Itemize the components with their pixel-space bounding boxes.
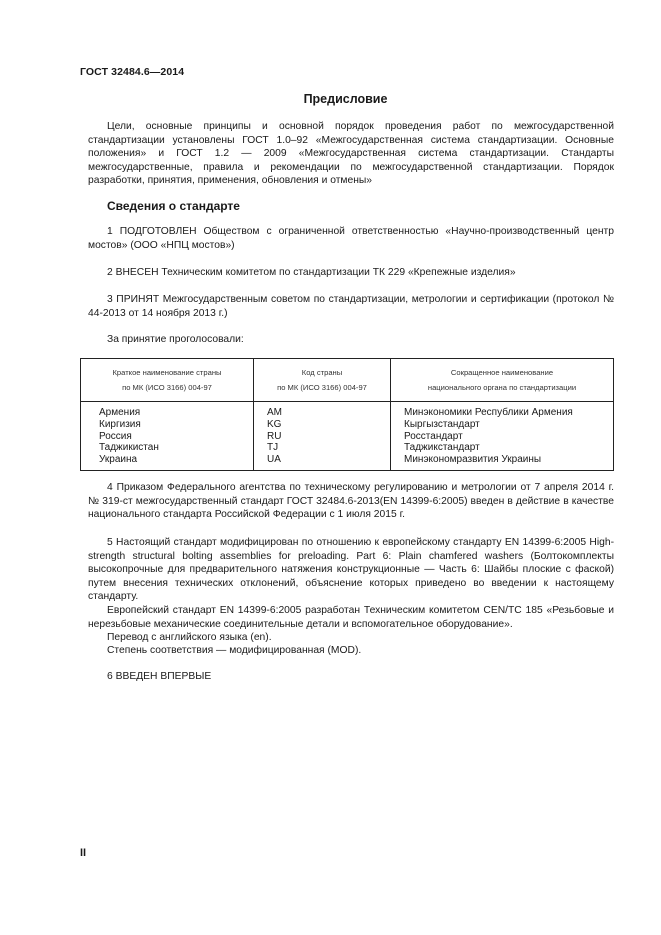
header-code-line-1: Код страны: [301, 368, 343, 377]
country-code: KG: [267, 418, 282, 430]
country-name: Россия: [99, 430, 132, 442]
country-code: UA: [267, 454, 281, 466]
info-item-5-european: Европейский стандарт EN 14399-6:2005 разработан Техническим комитетом CEN/TC 185 «Резьбовые и нерезьбовые механические соединительные детали и вспомогательное оборудование».: [88, 605, 614, 630]
header-country-line-1: Краткое наименование страны: [112, 368, 222, 377]
country-code: TJ: [267, 442, 279, 454]
standards-body: Таджикстандарт: [404, 442, 480, 454]
country-name: Армения: [99, 407, 141, 418]
codes-cell: [254, 402, 391, 471]
standards-body: Кыргызстандарт: [404, 418, 480, 430]
info-title: Сведения о стандарте: [107, 199, 240, 213]
header-body-line-1: Сокращенное наименование: [450, 368, 554, 377]
header-body-line-2: национального органа по стандартизации: [427, 383, 577, 392]
table-header-row: [81, 359, 614, 402]
country-name: Украина: [99, 454, 138, 466]
country-name: Киргизия: [99, 418, 141, 430]
country-code: AM: [267, 407, 282, 418]
info-item-4: 4 Приказом Федерального агентства по техническому регулированию и метрологии от 7 апреля 2014 г. № 319-ст межгосударственный стандарт ГОСТ 32484.6-2013(EN 14399-6:2005) введен в действие в качестве национального стандарта Российской Федерации с 1 июля 2015 г.: [88, 482, 614, 521]
info-item-2: 2 ВНЕСЕН Техническим комитетом по стандартизации ТК 229 «Крепежные изделия»: [107, 267, 516, 278]
info-item-5: 5 Настоящий стандарт модифицирован по отношению к европейскому стандарту EN 14399-6:2005 High-strength structural bolting assemblies for preloading. Part 6: Plain chamfered washers (Болтокомплекты высокопрочные для предварительного натяжения конструкционные — Часть 6: Шайбы плоские с фаской) путем внесения технических отклонений, объяснение которых приведено во введении к настоящему стандарту.: [88, 537, 614, 603]
countries-cell: [81, 402, 254, 471]
header-country: [81, 359, 254, 402]
header-country-line-2: по МК (ИСО 3166) 004-97: [122, 383, 212, 392]
info-item-3: 3 ПРИНЯТ Межгосударственным советом по стандартизации, метрологии и сертификации (протокол № 44-2013 от 14 ноября 2013 г.): [88, 294, 614, 319]
info-item-1: 1 ПОДГОТОВЛЕН Обществом с ограниченной ответственностью «Научно-производственный центр мостов» (ООО «НПЦ мостов»): [88, 226, 614, 251]
countries-table: [80, 358, 614, 471]
header-code-line-2: по МК (ИСО 3166) 004-97: [277, 383, 367, 392]
info-item-6: 6 ВВЕДЕН ВПЕРВЫЕ: [107, 671, 212, 682]
header-body: [391, 359, 614, 402]
country-code: RU: [267, 430, 282, 442]
page-number: II: [80, 847, 87, 859]
country-name: Таджикистан: [99, 442, 159, 454]
bodies-cell: [391, 402, 614, 471]
info-item-5-degree: Степень соответствия — модифицированная (MOD).: [107, 645, 362, 656]
standards-body: Минэкономразвития Украины: [404, 454, 542, 466]
preface-title: [0, 92, 661, 106]
header-code: [254, 359, 391, 402]
standards-body: Минэкономики Республики Армения: [404, 407, 573, 418]
preface-title-text: Предисловие: [303, 92, 388, 106]
table-row: [81, 402, 614, 471]
voted-label: За принятие проголосовали:: [107, 334, 244, 345]
preface-text: Цели, основные принципы и основной порядок проведения работ по межгосударственной стандартизации установлены ГОСТ 1.0–92 «Межгосударственная система стандартизации. Основные положения» и ГОСТ 1.2 — 2009 «Межгосударственная система стандартизации. Стандарты межгосударственные, правила и рекомендации по межгосударственной стандартизации. Порядок разработки, принятия, применения, обновления и отмены»: [88, 121, 614, 187]
document-code: ГОСТ 32484.6—2014: [80, 66, 185, 78]
standards-body: Росстандарт: [404, 430, 463, 442]
info-item-5-translation: Перевод с английского языка (en).: [107, 632, 272, 643]
